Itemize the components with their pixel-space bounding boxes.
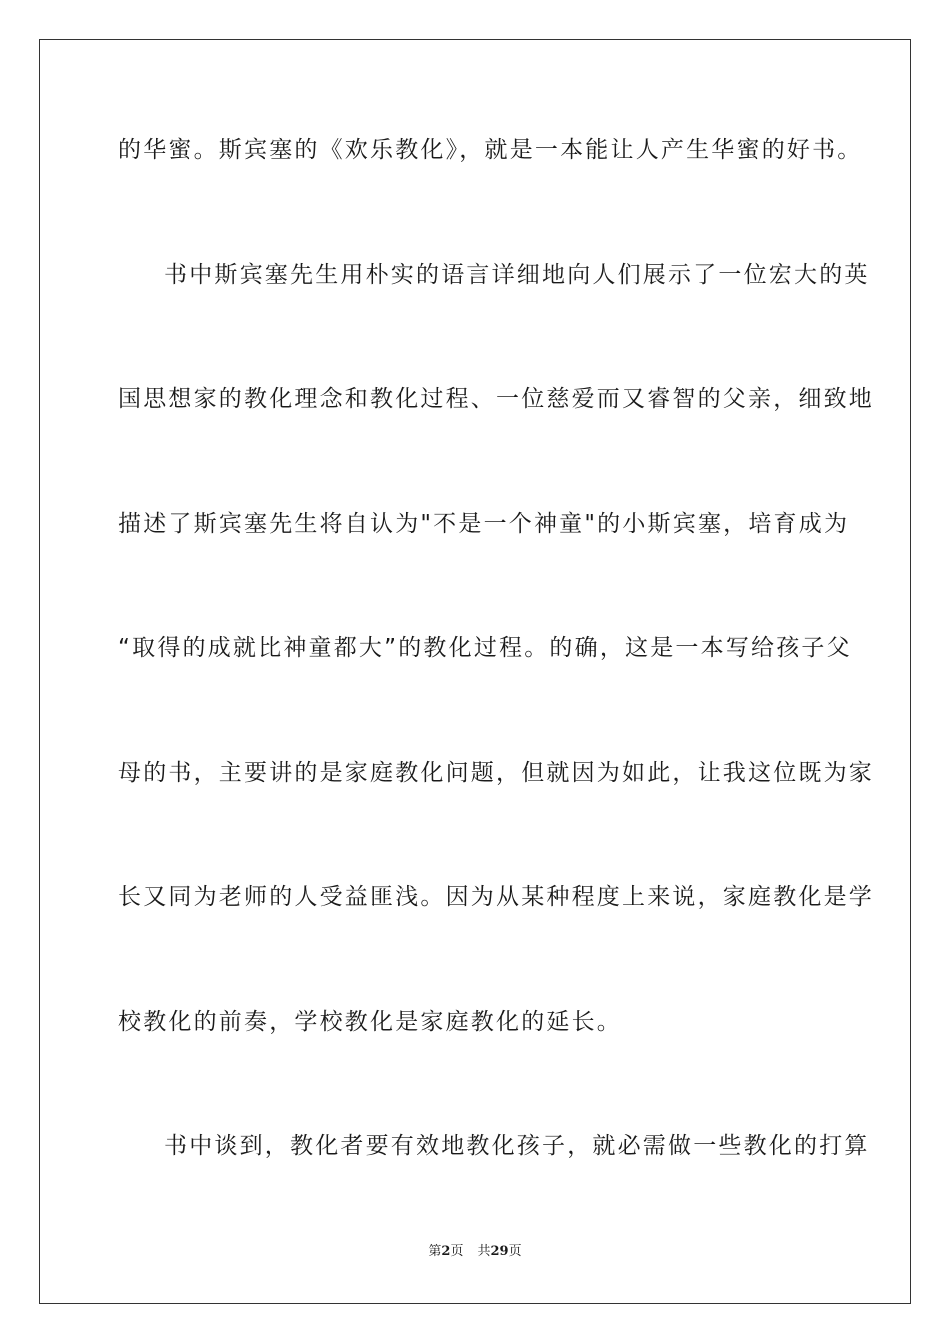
paragraph-line: 的华蜜。斯宾塞的《欢乐教化》，就是一本能让人产生华蜜的好书。 bbox=[118, 137, 863, 163]
paragraph-line: 母的书，主要讲的是家庭教化问题，但就因为如此，让我这位既为家 bbox=[118, 760, 874, 786]
page-footer bbox=[0, 1243, 950, 1261]
paragraph-line: 书中谈到，教化者要有效地教化孩子，就必需做一些教化的打算 bbox=[164, 1133, 870, 1159]
paragraph-line: 描述了斯宾塞先生将自认为"不是一个神童"的小斯宾塞，培育成为 bbox=[118, 511, 850, 537]
total-prefix: 共 bbox=[477, 1244, 491, 1259]
page-number: 2 bbox=[441, 1244, 451, 1259]
paragraph-line: 国思想家的教化理念和教化过程、一位慈爱而又睿智的父亲，细致地 bbox=[118, 386, 874, 412]
page-border bbox=[39, 39, 911, 1304]
paragraph-line: 校教化的前奏，学校教化是家庭教化的延长。 bbox=[118, 1009, 622, 1035]
paragraph-line: “取得的成就比神童都大”的教化过程。的确，这是一本写给孩子父 bbox=[118, 635, 852, 661]
paragraph-line: 书中斯宾塞先生用朴实的语言详细地向人们展示了一位宏大的英 bbox=[164, 262, 870, 288]
page-prefix: 第 bbox=[428, 1244, 442, 1259]
page-suffix: 页 bbox=[450, 1244, 464, 1259]
paragraph-line: 长又同为老师的人受益匪浅。因为从某种程度上来说，家庭教化是学 bbox=[118, 884, 874, 910]
total-suffix: 页 bbox=[508, 1244, 522, 1259]
total-pages: 29 bbox=[490, 1244, 509, 1259]
